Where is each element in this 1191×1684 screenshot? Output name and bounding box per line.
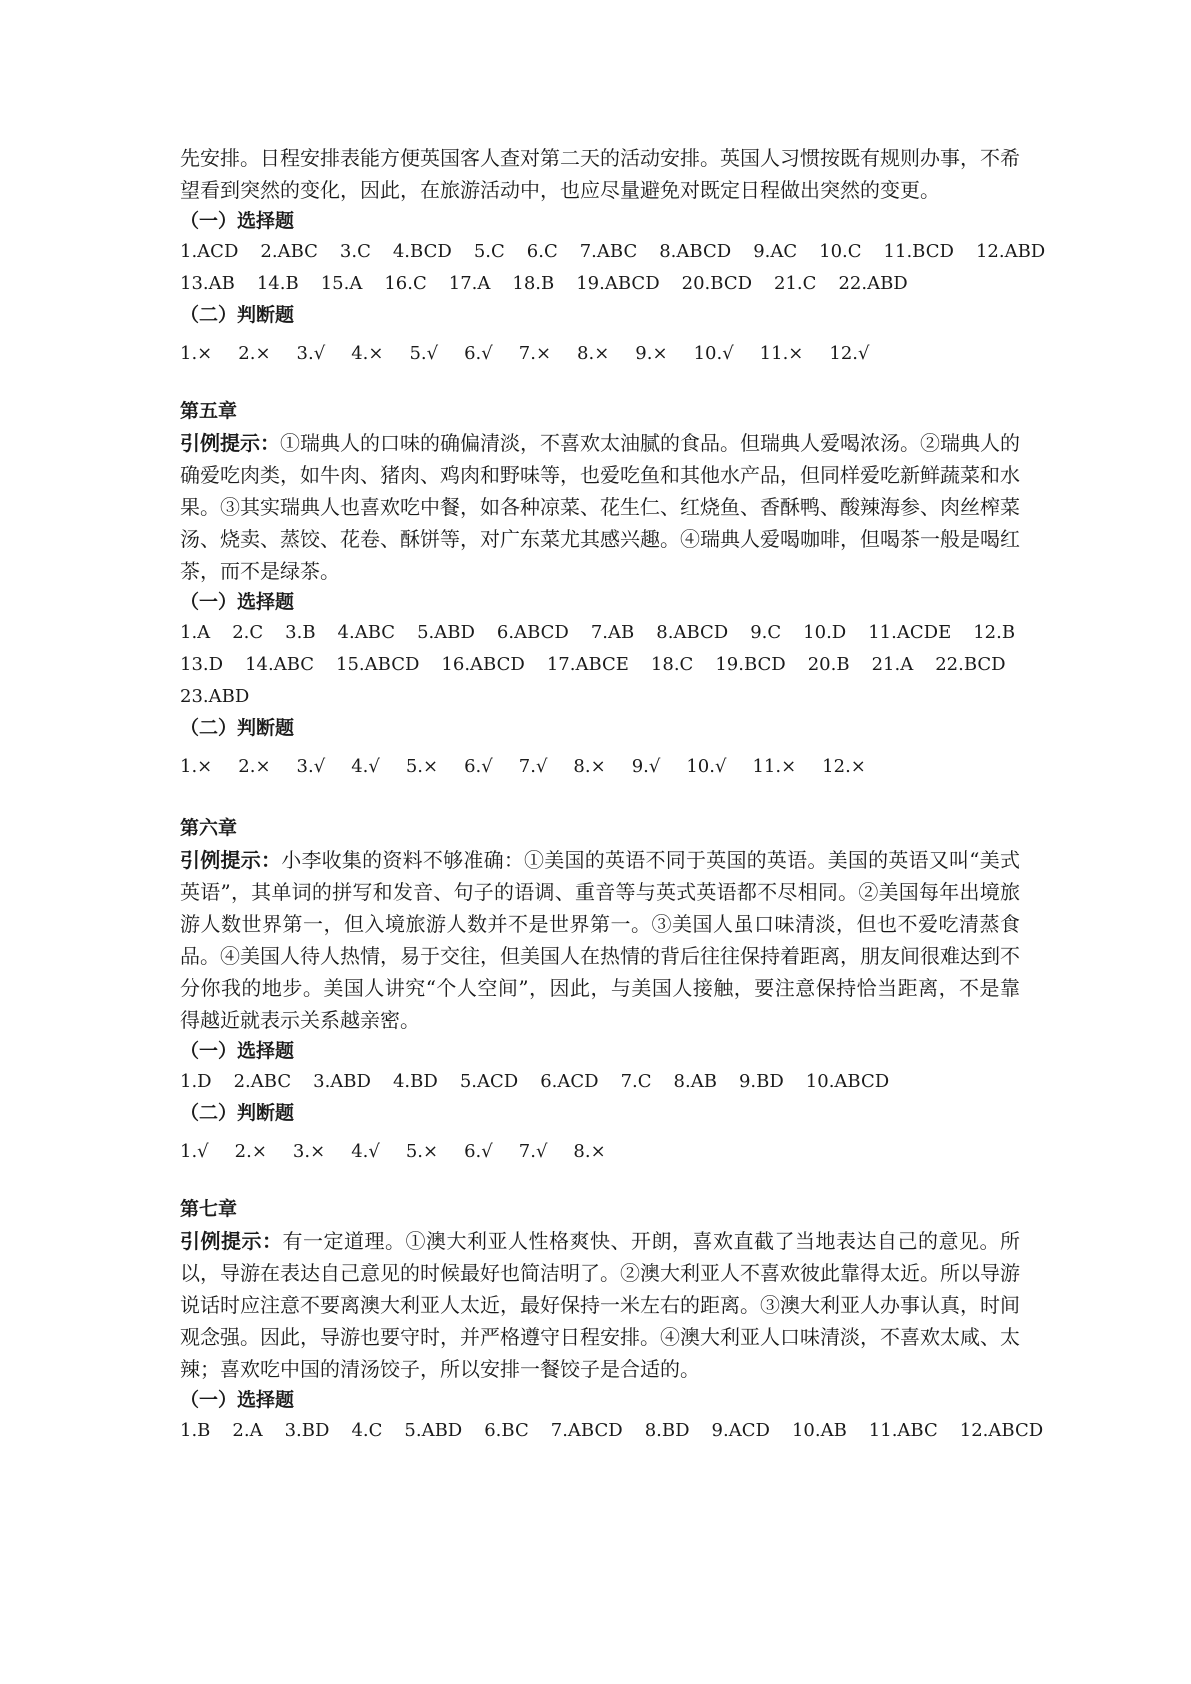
answer-item: 12.ABD — [975, 241, 1046, 262]
answer-item: 7.ABCD — [550, 1420, 623, 1441]
answer-item: 6.√ — [464, 343, 493, 364]
answer-item: 18.B — [512, 273, 555, 294]
answer-item: 6.ABCD — [496, 622, 569, 643]
answer-item: 18.C — [650, 654, 694, 675]
answer-item: 2.A — [232, 1420, 263, 1441]
answer-item: 5.ABD — [404, 1420, 463, 1441]
answer-item: 11.ACDE — [868, 622, 952, 643]
answer-item: 4.BCD — [392, 241, 452, 262]
answer-item: 7.AB — [590, 622, 635, 643]
answer-item: 12.√ — [829, 343, 870, 364]
answer-item: 10.ABCD — [805, 1071, 890, 1092]
answer-item: 3.C — [339, 241, 371, 262]
answer-item: 10.√ — [693, 343, 734, 364]
answer-item: 1.D — [180, 1071, 212, 1092]
answer-item: 4.× — [351, 343, 384, 364]
answer-item: 1.A — [180, 622, 211, 643]
answer-item: 4.√ — [351, 756, 380, 777]
answer-item: 14.ABC — [245, 654, 315, 675]
answer-item: 3.BD — [284, 1420, 330, 1441]
answer-item: 5.× — [405, 756, 439, 777]
answer-item: 19.ABCD — [576, 273, 660, 294]
answer-item: 15.A — [320, 273, 363, 294]
answer-item: 12.B — [973, 622, 1016, 643]
answer-item: 10.C — [819, 241, 862, 262]
chapter-4-continuation — [180, 142, 1046, 370]
answer-row — [180, 751, 1020, 783]
answer-item: 6.√ — [464, 1141, 493, 1162]
hint-text: ①瑞典人的口味的确偏清淡，不喜欢太油腻的食品。但瑞典人爱喝浓汤。②瑞典人的确爱吃肉类，如牛肉、猪肉、鸡肉和野味等，也爱吃鱼和其他水产品，但同样爱吃新鲜蔬菜和水果。③其实瑞典人也喜欢吃中餐，如各种凉菜、花生仁、红烧鱼、香酥鸭、酸辣海参、肉丝榨菜汤、烧卖、蒸饺、花卷、酥饼等，对广东菜尤其感兴趣。④瑞典人爱喝咖啡，但喝茶一般是喝红茶，而不是绿茶。 — [180, 431, 1020, 583]
answer-item: 5.× — [405, 1141, 439, 1162]
choice-heading: （一）选择题 — [180, 591, 295, 613]
answer-item: 8.BD — [644, 1420, 690, 1441]
answer-item: 5.ABD — [417, 622, 475, 643]
answer-row — [180, 1136, 1020, 1168]
chapter-6 — [180, 812, 1020, 1168]
hint-text: 小李收集的资料不够准确：①美国的英语不同于英国的英语。美国的英语又叫“美式英语”，其单词的拼写和发音、句子的语调、重音等与英式英语都不尽相同。②美国每年出境旅游人数世界第一，但入境旅游人数并不是世界第一。③美国人虽口味清淡，但也不爱吃清蒸食品。④美国人待人热情，易于交往，但美国人在热情的背后往往保持着距离，朋友间很难达到不分你我的地步。美国人讲究“个人空间”，因此，与美国人接触，要注意保持恰当距离，不是靠得越近就表示关系越亲密。 — [180, 848, 1021, 1032]
answer-row — [180, 617, 1020, 649]
answer-item: 20.B — [807, 654, 850, 675]
answer-item: 2.ABC — [233, 1071, 292, 1092]
answer-item: 1.× — [180, 343, 213, 364]
answer-item: 9.BD — [738, 1071, 784, 1092]
choice-heading: （一）选择题 — [180, 1040, 295, 1062]
answer-item: 10.AB — [791, 1420, 847, 1441]
answer-item: 23.ABD — [180, 686, 250, 707]
answer-item: 4.BD — [392, 1071, 438, 1092]
answer-item: 1.B — [180, 1420, 211, 1441]
answer-item: 15.ABCD — [336, 654, 420, 675]
answer-item: 8.× — [573, 1141, 606, 1162]
answer-item: 6.BC — [484, 1420, 529, 1441]
choice-heading: （一）选择题 — [180, 210, 295, 232]
answer-item: 9.√ — [631, 756, 661, 777]
hint-paragraph — [180, 1225, 1020, 1385]
answer-item: 17.ABCE — [546, 654, 629, 675]
answer-item: 22.ABD — [838, 273, 908, 294]
answer-row — [180, 649, 1020, 681]
hint-paragraph — [180, 427, 1020, 587]
answer-item: 5.ACD — [459, 1071, 519, 1092]
answer-item: 6.ACD — [540, 1071, 599, 1092]
hint-text: 有一定道理。①澳大利亚人性格爽快、开朗，喜欢直截了当地表达自己的意见。所以，导游在表达自己意见的时候最好也简洁明了。②澳大利亚人不喜欢彼此靠得太近。所以导游说话时应注意不要离澳大利亚人太近，最好保持一米左右的距离。③澳大利亚人办事认真，时间观念强。因此，导游也要守时，并严格遵守日程安排。④澳大利亚人口味清淡，不喜欢太咸、太辣；喜欢吃中国的清汤饺子，所以安排一餐饺子是合适的。 — [180, 1229, 1020, 1381]
answer-row — [180, 1415, 1044, 1447]
chapter-5 — [180, 395, 1020, 783]
answer-item: 2.× — [238, 343, 271, 364]
answer-item: 13.AB — [180, 273, 235, 294]
answer-item: 12.ABCD — [959, 1420, 1044, 1441]
answer-item: 10.√ — [686, 756, 727, 777]
answer-item: 10.D — [803, 622, 847, 643]
answer-item: 3.√ — [296, 756, 326, 777]
answer-item: 11.ABC — [868, 1420, 938, 1441]
answer-item: 3.B — [285, 622, 316, 643]
answer-item: 3.× — [292, 1141, 326, 1162]
answer-item: 8.× — [577, 343, 610, 364]
chapter-title: 第七章 — [180, 1198, 238, 1220]
answer-item: 1.× — [180, 756, 213, 777]
answer-row — [180, 338, 1020, 370]
answer-item: 11.× — [759, 343, 804, 364]
answer-item: 3.ABD — [313, 1071, 371, 1092]
answer-item: 17.A — [448, 273, 491, 294]
answer-item: 8.× — [573, 756, 606, 777]
answer-item: 22.BCD — [935, 654, 1006, 675]
answer-item: 4.C — [351, 1420, 383, 1441]
answer-item: 9.× — [635, 343, 668, 364]
choice-heading: （一）选择题 — [180, 1389, 295, 1411]
answer-item: 6.C — [526, 241, 558, 262]
hint-label: 引例提示： — [180, 1229, 283, 1253]
answer-item: 1.ACD — [180, 241, 239, 262]
answer-row — [180, 268, 1020, 300]
answer-row — [180, 236, 1046, 268]
answer-item: 2.ABC — [260, 241, 318, 262]
answer-item: 9.ACD — [711, 1420, 770, 1441]
answer-row — [180, 1066, 1020, 1098]
answer-item: 9.AC — [753, 241, 798, 262]
answer-item: 11.BCD — [883, 241, 954, 262]
answer-item: 11.× — [752, 756, 797, 777]
answer-item: 9.C — [750, 622, 782, 643]
hint-label: 引例提示： — [180, 848, 282, 872]
answer-item: 7.ABC — [579, 241, 638, 262]
answer-item: 20.BCD — [681, 273, 753, 294]
answer-item: 13.D — [180, 654, 224, 675]
answer-item: 8.AB — [673, 1071, 717, 1092]
answer-item: 14.B — [256, 273, 299, 294]
answer-item: 7.C — [620, 1071, 652, 1092]
answer-item: 21.C — [774, 273, 817, 294]
hint-label: 引例提示： — [180, 431, 280, 455]
hint-paragraph — [180, 844, 1020, 1036]
answer-item: 8.ABCD — [659, 241, 732, 262]
answer-item: 19.BCD — [715, 654, 786, 675]
chapter-title: 第六章 — [180, 817, 238, 839]
paragraph: 先安排。日程安排表能方便英国客人查对第二天的活动安排。英国人习惯按既有规则办事，不希望看到突然的变化，因此，在旅游活动中，也应尽量避免对既定日程做出突然的变更。 — [180, 146, 1020, 202]
answer-item: 12.× — [822, 756, 866, 777]
answer-item: 21.A — [871, 654, 914, 675]
answer-item: 16.C — [384, 273, 427, 294]
answer-item: 2.× — [238, 756, 271, 777]
answer-item: 7.× — [518, 343, 552, 364]
answer-item: 2.× — [234, 1141, 267, 1162]
answer-item: 6.√ — [464, 756, 493, 777]
answer-item: 3.√ — [296, 343, 326, 364]
answer-row — [180, 681, 1020, 713]
answer-item: 5.C — [473, 241, 505, 262]
answer-item: 7.√ — [518, 756, 548, 777]
judge-heading: （二）判断题 — [180, 717, 295, 739]
judge-heading: （二）判断题 — [180, 304, 295, 326]
answer-item: 1.√ — [180, 1141, 209, 1162]
answer-item: 8.ABCD — [656, 622, 729, 643]
answer-item: 4.√ — [351, 1141, 380, 1162]
answer-item: 2.C — [232, 622, 264, 643]
answer-item: 16.ABCD — [441, 654, 525, 675]
judge-heading: （二）判断题 — [180, 1102, 295, 1124]
answer-item: 4.ABC — [337, 622, 396, 643]
answer-item: 5.√ — [409, 343, 439, 364]
chapter-7 — [180, 1193, 1044, 1447]
answer-item: 7.√ — [518, 1141, 548, 1162]
chapter-title: 第五章 — [180, 400, 238, 422]
